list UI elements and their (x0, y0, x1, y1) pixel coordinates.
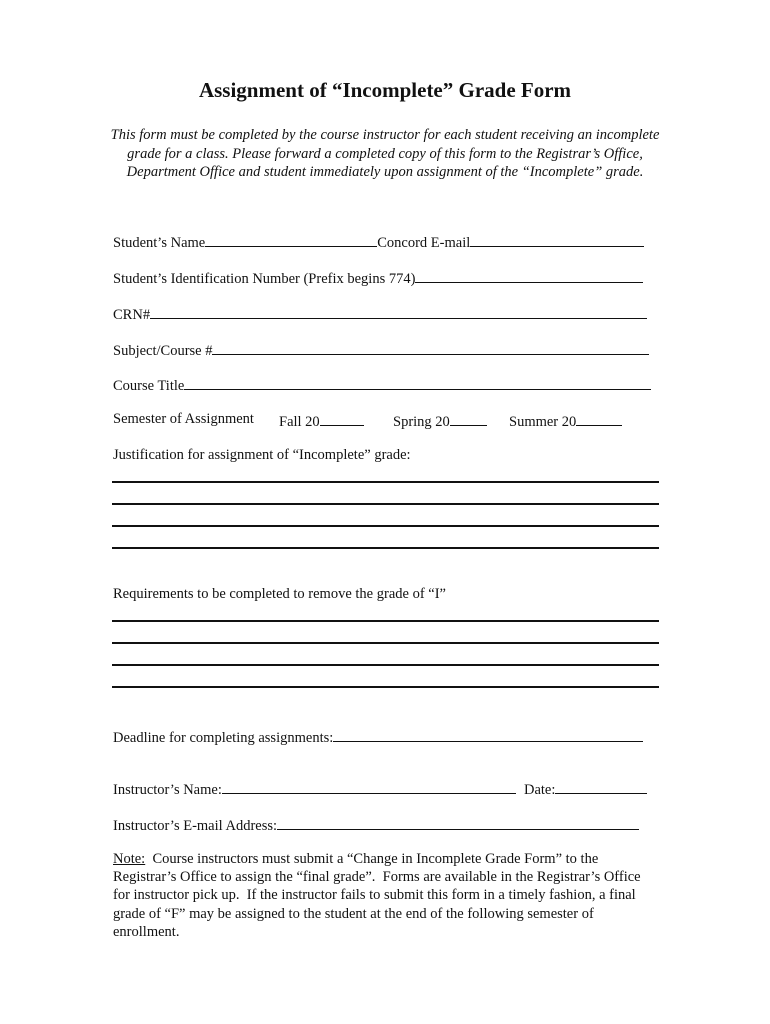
course-title-label: Course Title (113, 378, 185, 394)
subject-course-field[interactable] (212, 340, 649, 355)
summer-option (509, 411, 622, 431)
student-name-label: Student’s Name (113, 235, 206, 251)
deadline-field[interactable] (333, 727, 643, 742)
crn-field[interactable] (150, 304, 647, 319)
student-name-row (113, 232, 644, 252)
summer-label: Summer 20 (509, 414, 577, 430)
justification-line-2[interactable] (112, 503, 659, 505)
student-name-field[interactable] (205, 232, 377, 247)
summer-year-field[interactable] (576, 411, 622, 426)
requirements-line-3[interactable] (112, 664, 659, 666)
instructor-email-field[interactable] (277, 815, 639, 830)
instructor-name-label: Instructor’s Name: (113, 782, 222, 798)
fall-year-field[interactable] (320, 411, 364, 426)
justification-line-1[interactable] (112, 481, 659, 483)
semester-row (113, 411, 254, 428)
crn-row (113, 304, 647, 324)
justification-line-4[interactable] (112, 547, 659, 549)
form-title: Assignment of “Incomplete” Grade Form (198, 78, 572, 102)
spring-label: Spring 20 (393, 414, 450, 430)
concord-email-field[interactable] (470, 232, 644, 247)
requirements-label: Requirements to be completed to remove the grade of “I” (113, 586, 446, 602)
subject-course-label: Subject/Course # (113, 343, 213, 359)
deadline-row (113, 727, 643, 747)
subject-course-row (113, 340, 649, 360)
concord-email-label: Concord E-mail (377, 235, 471, 251)
note-text: Course instructors must submit a “Change in Incomplete Grade Form” to the Registrar’s Office to assign the “final grade”. Forms are available in the Registrar’s Office for instructor pick up. If the instructor fails to submit this form in a timely fashion, a final grade of “F” may be assigned to the student at the end of the following semester of enrollment. (113, 851, 645, 940)
requirements-line-4[interactable] (112, 686, 659, 688)
instructor-email-label: Instructor’s E-mail Address: (113, 818, 278, 834)
spring-option (393, 411, 487, 431)
requirements-line-1[interactable] (112, 620, 659, 622)
fall-option (279, 411, 364, 431)
course-title-row (113, 375, 651, 395)
instructor-name-row (113, 779, 516, 799)
date-label: Date: (524, 782, 556, 798)
date-field[interactable] (555, 779, 647, 794)
semester-label: Semester of Assignment (113, 411, 254, 427)
form-instructions: This form must be completed by the course instructor for each student receiving an incomplete grade for a class. Please forward a completed copy of this form to the Registrar’s Office, Department Office and student immediately upon assignment of the “Incomplete” grade. (110, 127, 660, 180)
deadline-label: Deadline for completing assignments: (113, 730, 334, 746)
note-paragraph (113, 850, 643, 941)
note-label: Note: (113, 851, 146, 867)
instructor-email-row (113, 815, 639, 835)
date-row (524, 779, 647, 799)
crn-label: CRN# (113, 307, 151, 323)
student-id-row (113, 268, 643, 288)
student-id-label: Student’s Identification Number (Prefix begins 774) (113, 271, 416, 287)
justification-label: Justification for assignment of “Incomplete” grade: (113, 447, 411, 463)
course-title-field[interactable] (184, 375, 651, 390)
fall-label: Fall 20 (279, 414, 320, 430)
requirements-line-2[interactable] (112, 642, 659, 644)
spring-year-field[interactable] (450, 411, 487, 426)
justification-line-3[interactable] (112, 525, 659, 527)
instructor-name-field[interactable] (222, 779, 516, 794)
student-id-field[interactable] (415, 268, 643, 283)
